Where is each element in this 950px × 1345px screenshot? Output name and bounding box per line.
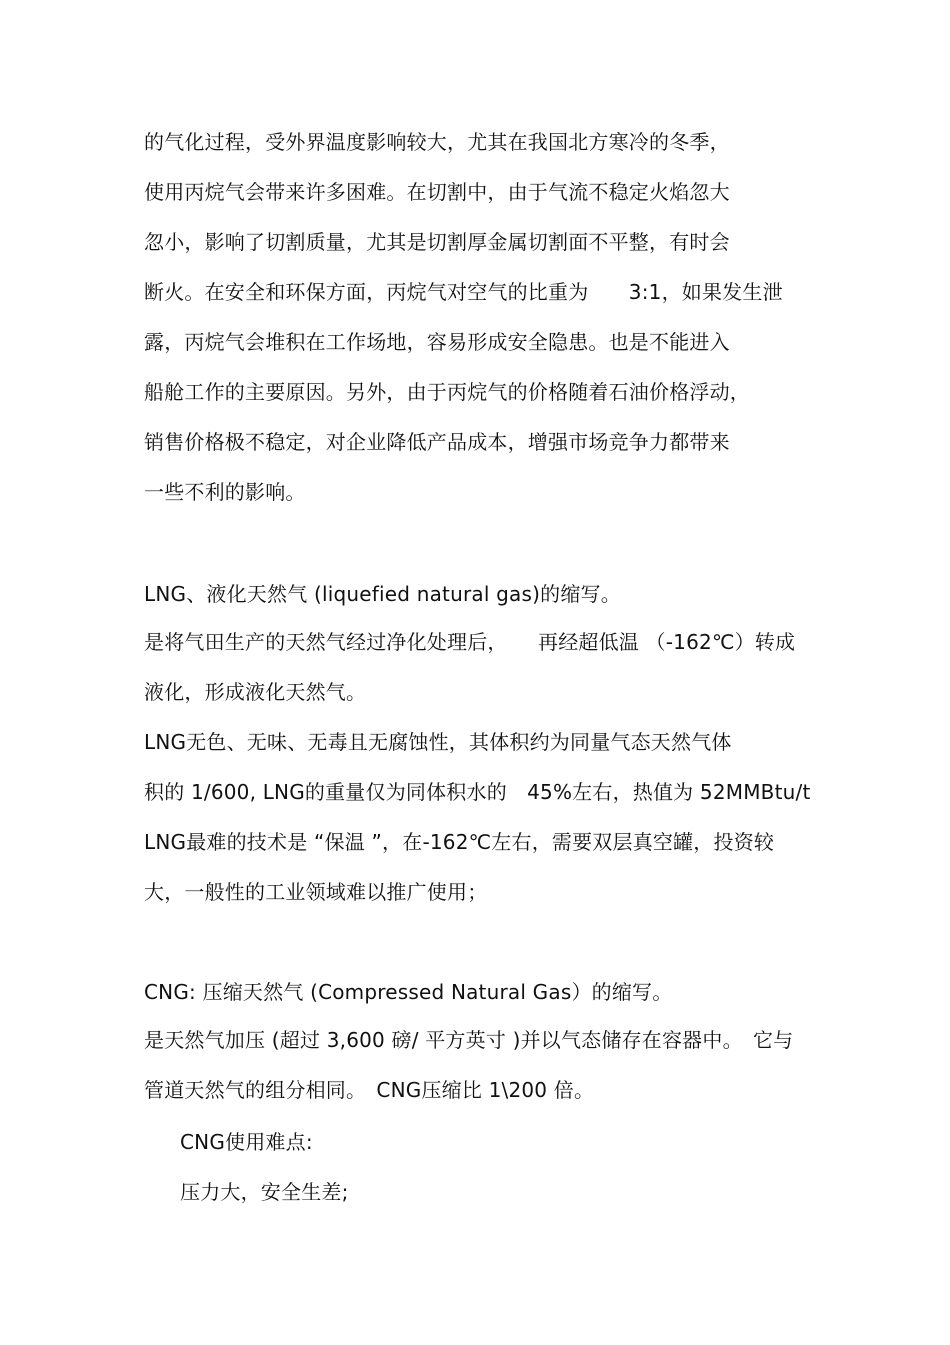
text-line: 忽小，影响了切割质量，尤其是切割厚金属切割面不平整，有时会 — [144, 230, 730, 254]
text-line: 压力大，安全生差; — [180, 1180, 349, 1204]
text-line: 船舱工作的主要原因。另外，由于丙烷气的价格随着石油价格浮动， — [144, 380, 750, 404]
text-line: 使用丙烷气会带来许多困难。在切割中，由于气流不稳定火焰忽大 — [144, 180, 730, 204]
text-line: 液化，形成液化天然气。 — [144, 680, 367, 704]
lng-heading: LNG、液化天然气 (liquefied natural gas)的缩写。 — [144, 582, 621, 606]
text-line: LNG无色、无味、无毒且无腐蚀性，其体积约为同量气态天然气体 — [144, 730, 732, 754]
text-line: LNG最难的技术是 “保温 ”，在-162℃左右，需要双层真空罐，投资较 — [144, 830, 775, 854]
text-line: 露，丙烷气会堆积在工作场地，容易形成安全隐患。也是不能进入 — [144, 330, 730, 354]
text-line: 销售价格极不稳定，对企业降低产品成本，增强市场竞争力都带来 — [144, 430, 730, 454]
text-line: 管道天然气的组分相同。 CNG压缩比 1\200 倍。 — [144, 1078, 595, 1102]
text-line: 是天然气加压 (超过 3,600 磅/ 平方英寸 )并以气态储存在容器中。 它与 — [144, 1028, 794, 1052]
cng-heading: CNG: 压缩天然气 (Compressed Natural Gas）的缩写。 — [144, 980, 673, 1004]
text-line: 一些不利的影响。 — [144, 480, 306, 504]
text-line: 断火。在安全和环保方面，丙烷气对空气的比重为 3:1，如果发生泄 — [144, 280, 783, 304]
cng-difficulties-heading: CNG使用难点: — [180, 1130, 313, 1154]
text-line: 的气化过程，受外界温度影响较大，尤其在我国北方寒冷的冬季， — [144, 130, 730, 154]
text-line: 积的 1/600, LNG的重量仅为同体积水的 45%左右，热值为 52MMBtu/t — [144, 780, 811, 804]
text-line: 是将气田生产的天然气经过净化处理后， 再经超低温 （-162℃）转成 — [144, 630, 796, 654]
text-line: 大，一般性的工业领域难以推广使用； — [144, 880, 488, 904]
